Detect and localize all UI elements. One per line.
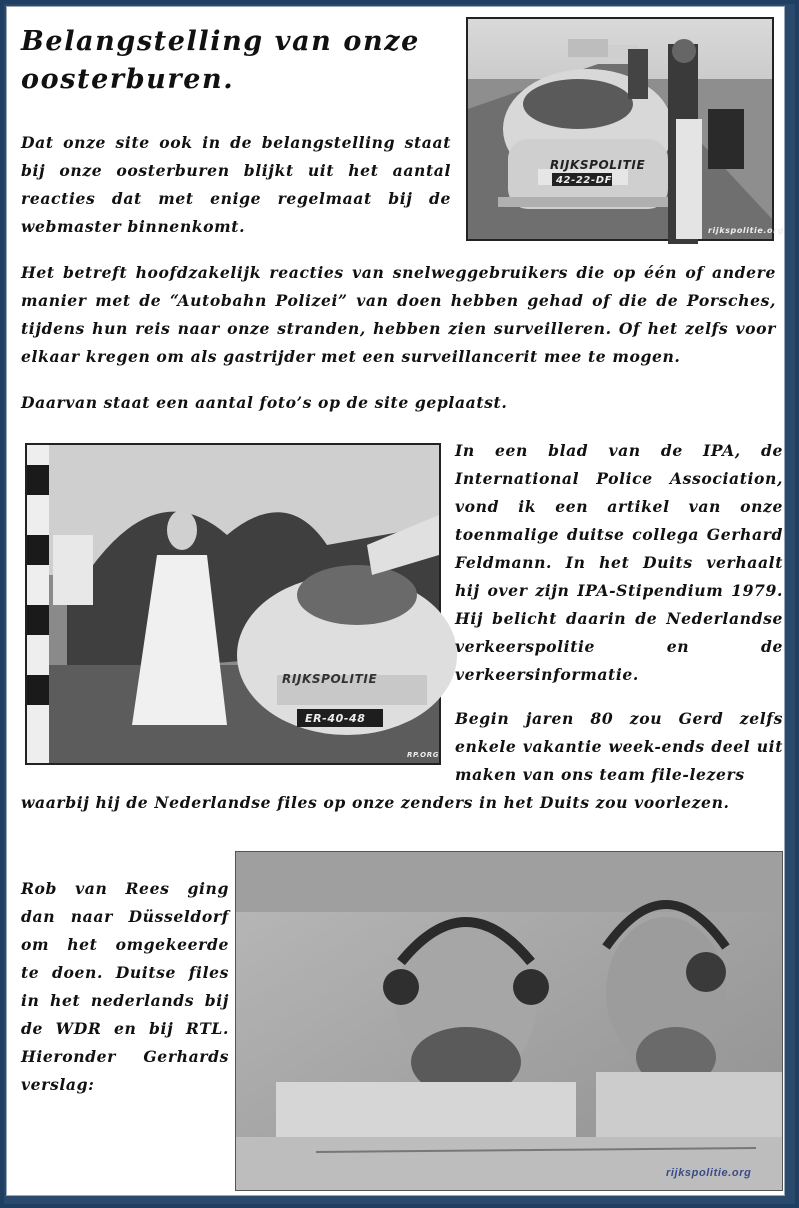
paragraph-ipa-article: In een blad van de IPA, de International Police Association, vond ik een artikel van onze toenmalige duitse collega Gerhard Feldmann. In het Duits verhaalt hij over zijn IPA-Stipendium 1979. Hij belicht daarin de Nederlandse verkeerspolitie en de verkeersinformatie. [455,441,783,684]
article-title: Belangstelling van onze oosterburen. [21,26,420,95]
intro-paragraph: Dat onze site ook in de belangstelling staat bij onze oosterburen blijkt uit het aantal reacties dat met enige regelmaat bij de webmaster binnenkomt. [21,133,451,236]
photo-1-credit: rijkspolitie.org [708,226,785,235]
paragraph-autobahn-polizei: Het betreft hoofdzakelijk reacties van snelweggebruikers die op één of andere manier met de “Autobahn Polizei” van doen hebben gehad of die de Porsches, tijdens hun reis naar onze stranden, hebben zien surveilleren. Of het zelfs voor elkaar kregen om als gastrijder met een surveillancerit mee te mogen. [21,263,776,366]
photo-2-car-text: RIJKSPOLITIE [282,672,378,686]
photo-officer-phone [25,443,441,765]
paragraph-gerd-team-b: waarbij hij de Nederlandse files op onze zenders in het Duits zou voorlezen. [21,793,730,812]
photo-3-credit: rijkspolitie.org [666,1167,752,1179]
photo-2-credit: RP.ORG [407,751,440,759]
paragraph-gerd-team-a: Begin jaren 80 zou Gerd zelfs enkele vakantie week-ends deel uit maken van ons team file-lezers [455,709,783,784]
photo-porsche-highway [466,17,785,241]
photo-2-plate: ER-40-48 [305,712,366,725]
paragraph-photos-on-site: Daarvan staat een aantal foto’s op de site geplaatst. [21,393,508,412]
photo-radio-studio [235,851,783,1191]
paragraph-rob-van-rees: Rob van Rees ging dan naar Düsseldorf om het omgekeerde te doen. Duitse files in het nederlands bij de WDR en bij RTL. Hieronder Gerhards verslag: [21,879,229,1094]
article-page [6,6,785,1196]
photo-1-car-text: RIJKSPOLITIE [550,158,646,172]
photo-1-plate: 42-22-DF [556,175,613,186]
